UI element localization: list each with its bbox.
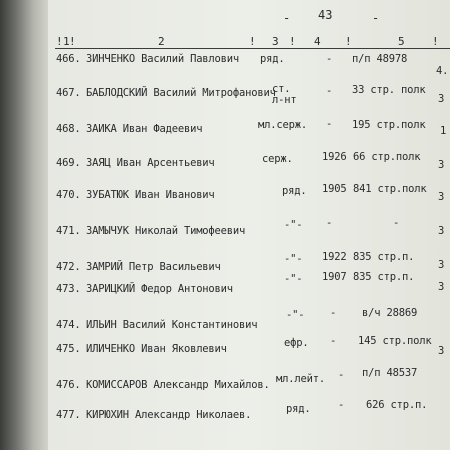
top-dash-left: -: [283, 11, 291, 25]
person-name: БАБЛОДСКИЙ Василий Митрофанович: [86, 87, 276, 99]
continuation-cell: 3: [438, 225, 445, 237]
birth-year: -: [326, 85, 333, 97]
row-number: 467.: [56, 87, 81, 99]
person-name: ЗАИКА Иван Фадеевич: [86, 123, 203, 135]
military-unit: -: [393, 217, 400, 229]
continuation-cell: 3: [438, 191, 445, 203]
rank: -"-: [284, 219, 303, 231]
person-name: ЗАЯЦ Иван Арсентьевич: [86, 157, 215, 169]
header-sep: !: [289, 35, 296, 48]
person-name: ИЛЬИН Василий Константинович: [86, 319, 258, 331]
continuation-cell: 3: [438, 159, 445, 171]
rank: серж.: [262, 153, 293, 165]
header-col-1: 1: [63, 35, 70, 48]
header-sep: !: [432, 35, 439, 48]
rank: ст. л-нт: [272, 83, 297, 106]
birth-year: 1907: [322, 271, 347, 283]
person-name: ИЛИЧЕНКО Иван Яковлевич: [86, 343, 227, 355]
birth-year: -: [326, 118, 333, 130]
header-sep: !: [345, 35, 352, 48]
row-number: 471.: [56, 225, 81, 237]
row-number: 477.: [56, 409, 81, 421]
rank: -"-: [286, 309, 305, 321]
person-name: ЗАМЫЧУК Николай Тимофеевич: [86, 225, 246, 237]
birth-year: -: [338, 369, 345, 381]
row-number: 466.: [56, 53, 81, 65]
row-number: 469.: [56, 157, 81, 169]
row-number: 468.: [56, 123, 81, 135]
person-name: ЗУБАТЮК Иван Иванович: [86, 189, 215, 201]
top-dash-right: -: [372, 11, 380, 25]
header-col-3: 3: [272, 35, 279, 48]
birth-year: 1922: [322, 251, 347, 263]
birth-year: -: [326, 217, 333, 229]
birth-year: -: [330, 307, 337, 319]
military-unit: 145 стр.полк: [358, 335, 432, 347]
birth-year: 1926: [322, 151, 347, 163]
person-name: ЗИНЧЕНКО Василий Павлович: [86, 53, 240, 65]
military-unit: 841 стр.полк: [353, 183, 427, 195]
birth-year: -: [338, 399, 345, 411]
row-number: 470.: [56, 189, 81, 201]
continuation-cell: 3: [438, 345, 445, 357]
header-sep: !: [69, 35, 76, 48]
military-unit: 33 стр. полк: [352, 84, 426, 96]
military-unit: п/п 48537: [362, 367, 418, 379]
row-number: 476.: [56, 379, 81, 391]
person-name: КИРЮХИН Александр Николаев.: [86, 409, 252, 421]
header-col-5: 5: [398, 35, 405, 48]
military-unit: 626 стр.п.: [366, 399, 428, 411]
continuation-cell: 1: [440, 125, 447, 137]
continuation-cell: 4.: [436, 65, 449, 77]
continuation-cell: 3: [438, 259, 445, 271]
header-col-4: 4: [314, 35, 321, 48]
header-sep: !: [249, 35, 256, 48]
row-number: 475.: [56, 343, 81, 355]
row-number: 472.: [56, 261, 81, 273]
person-name: КОМИССАРОВ Александр Михайлов.: [86, 379, 270, 391]
page-number: 43: [318, 8, 333, 22]
military-unit: 835 стр.п.: [353, 251, 415, 263]
header-rule: [55, 48, 450, 49]
rank: ряд.: [260, 53, 285, 65]
rank: ефр.: [284, 337, 309, 349]
row-number: 474.: [56, 319, 81, 331]
military-unit: 835 стр.п.: [353, 271, 415, 283]
rank: -"-: [284, 253, 303, 265]
rank: ряд.: [282, 185, 307, 197]
continuation-cell: 3: [438, 281, 445, 293]
military-unit: 195 стр.полк: [352, 119, 426, 131]
birth-year: -: [326, 53, 333, 65]
birth-year: 1905: [322, 183, 347, 195]
military-unit: п/п 48978: [352, 53, 408, 65]
person-name: ЗАМРИЙ Петр Васильевич: [86, 261, 221, 273]
continuation-cell: 3: [438, 93, 445, 105]
rank: ряд.: [286, 403, 311, 415]
rank: -"-: [284, 273, 303, 285]
birth-year: -: [330, 335, 337, 347]
header-col-2: 2: [158, 35, 165, 48]
rank: мл.лейт.: [276, 373, 325, 385]
row-number: 473.: [56, 283, 81, 295]
rank: мл.серж.: [258, 119, 307, 131]
header-sep: !: [56, 35, 63, 48]
person-name: ЗАРИЦКИЙ Федор Антонович: [86, 283, 233, 295]
military-unit: 66 стр.полк: [353, 151, 421, 163]
binding-spine: [0, 0, 48, 450]
military-unit: в/ч 28869: [362, 307, 418, 319]
